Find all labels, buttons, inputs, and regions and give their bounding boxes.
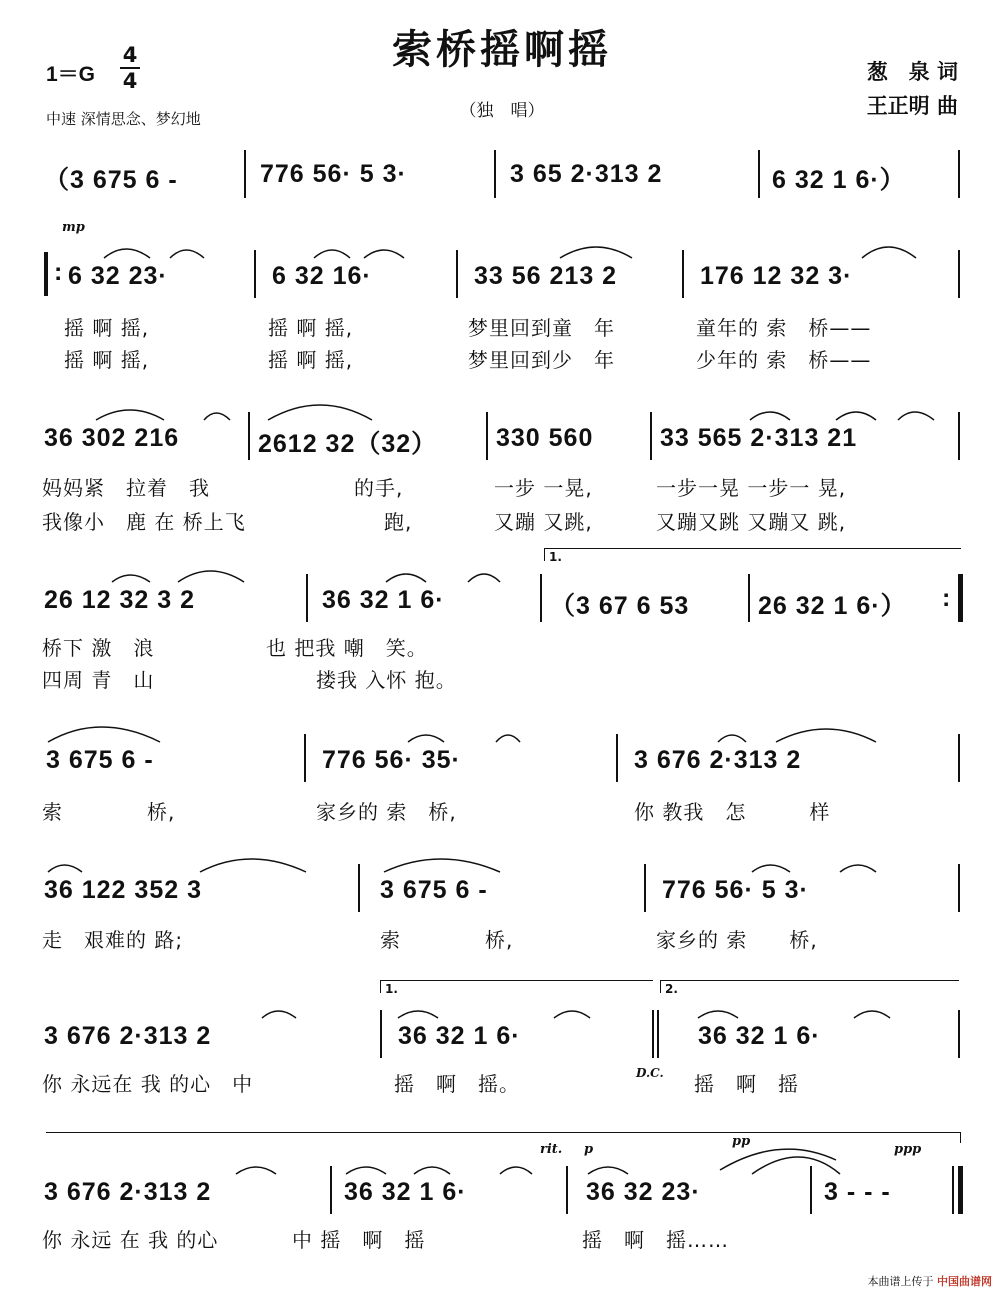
performance-type: （独 唱） — [459, 101, 545, 121]
system-6-measure-1: 36 122 352 3 — [44, 876, 202, 904]
system-6-measure-3: 776 56· 5 3· — [662, 876, 809, 904]
system-4-lyric-2-b: 搂我 入怀 抱。 — [316, 668, 457, 692]
system-6-measure-2: 3 675 6 - — [380, 876, 488, 904]
system-5-lyric-1-c: 你 教我 怎 样 — [634, 800, 831, 824]
system-2-lyric-1-a: 摇 啊 摇, — [64, 316, 150, 340]
site-name[interactable]: 中国曲谱网 — [937, 1275, 992, 1288]
system-7-measure-3: 36 32 1 6· — [698, 1022, 821, 1050]
system-2-measure-2: 6 32 16· — [272, 262, 372, 290]
system-2-lyric-1-c: 梦里回到童 年 — [468, 316, 615, 340]
system-1-measure-3: 3 65 2·313 2 — [510, 160, 663, 188]
system-4-measure-4: 26 32 1 6·） — [758, 592, 907, 620]
lyricist-credit: 葱 泉 词 — [866, 60, 958, 84]
system-3-measure-2: 2612 32（32） — [258, 430, 438, 458]
system-2-measure-3: 33 56 213 2 — [474, 262, 618, 290]
system-3-measure-1: 36 302 216 — [44, 424, 180, 452]
system-4-lyric-2-a: 四周 青 山 — [42, 668, 155, 692]
dynamic-p: p — [584, 1142, 594, 1157]
system-6-lyric-1-b: 索 桥, — [380, 928, 514, 952]
system-4-lyric-1-a: 桥下 激 浪 — [42, 636, 155, 660]
system-3-measure-4: 33 565 2·313 21 — [660, 424, 858, 452]
system-3-lyric-2-c: 又蹦 又跳, — [494, 510, 593, 534]
system-4-measure-3: （3 67 6 53 — [550, 592, 690, 620]
system-8-measure-3: 36 32 23· — [586, 1178, 701, 1206]
composer-credit: 王正明 曲 — [866, 94, 958, 118]
system-3-lyric-1-a: 妈妈紧 拉着 我 — [42, 476, 210, 500]
upload-text: 本曲谱上传于 — [867, 1275, 934, 1288]
system-3-lyric-1-c: 一步 一晃, — [494, 476, 593, 500]
time-signature-top: 4 — [122, 43, 138, 67]
system-8-measure-2: 36 32 1 6· — [344, 1178, 467, 1206]
system-4-lyric-1-b: 也 把我 嘲 笑。 — [266, 636, 428, 660]
system-5-measure-3: 3 676 2·313 2 — [634, 746, 802, 774]
system-4-measure-2: 36 32 1 6· — [322, 586, 445, 614]
system-2-lyric-2-a: 摇 啊 摇, — [64, 348, 150, 372]
system-7-measure-2: 36 32 1 6· — [398, 1022, 521, 1050]
dynamic-mp: mp — [62, 220, 85, 235]
repeat-start-sign: : — [54, 258, 64, 286]
system-5-lyric-1-a: 索 桥, — [42, 800, 176, 824]
system-2-lyric-1-d: 童年的 索 桥—— — [696, 316, 872, 340]
repeat-end-sign: : — [942, 584, 952, 612]
volta-1-system-4: 1. — [544, 548, 961, 561]
tempo-marking: 中速 深情思念、梦幻地 — [46, 110, 201, 128]
system-2-measure-1: 6 32 23· — [68, 262, 168, 290]
volta-1-system-7: 1. — [380, 980, 653, 993]
system-1-measure-1: （3 675 6 - — [44, 166, 178, 194]
system-5-measure-1: 3 675 6 - — [46, 746, 154, 774]
system-3-measure-3: 330 560 — [496, 424, 594, 452]
system-3-lyric-2-b: 跑, — [384, 510, 413, 534]
dynamic-pp: pp — [732, 1134, 751, 1149]
dynamic-rit: rit. — [540, 1142, 563, 1157]
dc-marking: D.C. — [636, 1066, 664, 1080]
system-8-lyric-1-b: 中 摇 啊 摇 — [292, 1228, 426, 1252]
system-2-measure-4: 176 12 32 3· — [700, 262, 853, 290]
song-title: 索桥摇啊摇 — [392, 26, 612, 73]
system-3-lyric-2-a: 我像小 鹿 在 桥上飞 — [42, 510, 246, 534]
system-2-lyric-2-b: 摇 啊 摇, — [268, 348, 354, 372]
system-2-lyric-2-c: 梦里回到少 年 — [468, 348, 615, 372]
key-signature: 1＝G — [46, 63, 96, 86]
system-8-measure-4: 3 - - - — [824, 1178, 891, 1206]
system-3-lyric-2-d: 又蹦又跳 又蹦又 跳, — [656, 510, 847, 534]
volta-2-system-7: 2. — [660, 980, 959, 993]
system-7-lyric-1-a: 你 永远在 我 的心 中 — [42, 1072, 254, 1096]
system-5-measure-2: 776 56· 35· — [322, 746, 461, 774]
system-6-lyric-1-a: 走 艰难的 路; — [42, 928, 184, 952]
upload-credit — [868, 1273, 993, 1289]
dynamic-ppp: ppp — [894, 1142, 922, 1157]
system-8-lyric-1-c: 摇 啊 摇…… — [582, 1228, 729, 1252]
system-3-lyric-1-b: 的手, — [354, 476, 404, 500]
system-7-measure-1: 3 676 2·313 2 — [44, 1022, 212, 1050]
system-8-measure-1: 3 676 2·313 2 — [44, 1178, 212, 1206]
system-2-lyric-2-d: 少年的 索 桥—— — [696, 348, 872, 372]
time-signature-bottom: 4 — [122, 69, 138, 93]
system-1-measure-4: 6 32 1 6·） — [772, 166, 906, 194]
system-4-measure-1: 26 12 32 3 2 — [44, 586, 196, 614]
system-3-lyric-1-d: 一步一晃 一步一 晃, — [656, 476, 847, 500]
system-7-lyric-1-c: 摇 啊 摇 — [694, 1072, 799, 1096]
system-2-lyric-1-b: 摇 啊 摇, — [268, 316, 354, 340]
system-1-measure-2: 776 56· 5 3· — [260, 160, 407, 188]
system-8-lyric-1-a: 你 永远 在 我 的心 — [42, 1228, 219, 1252]
system-5-lyric-1-b: 家乡的 索 桥, — [316, 800, 457, 824]
system-6-lyric-1-c: 家乡的 索 桥, — [656, 928, 818, 952]
system-7-lyric-1-b: 摇 啊 摇。 — [394, 1072, 520, 1096]
